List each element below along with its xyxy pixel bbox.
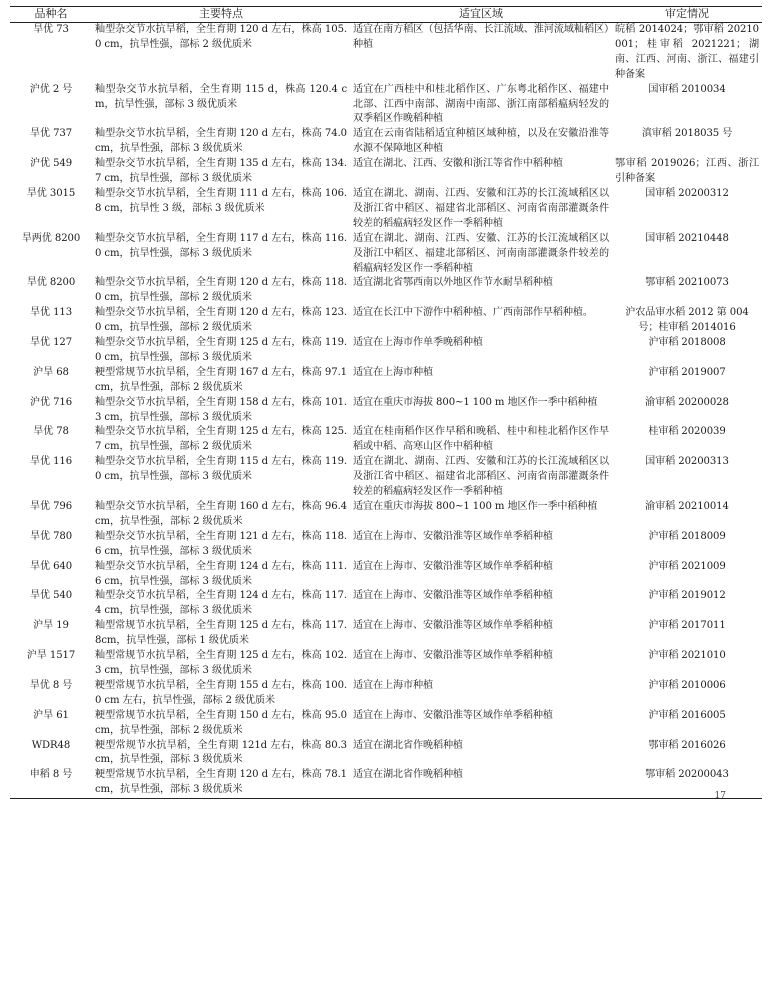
features-cell: 粳型常规节水抗旱稻，全生育期 155 d 左右，株高 100.0 cm 左右，抗旱性强，部标 2 级优质米 — [95, 679, 347, 706]
table-row — [10, 83, 762, 128]
variety-name-cell: WDR48 — [31, 739, 71, 751]
features-cell: 籼型杂交节水抗旱稻，全生育期 160 d 左右，株高 96.4 cm，抗旱性强，部标 2 级优质米 — [95, 501, 347, 527]
variety-name-cell: 旱优 540 — [29, 590, 73, 602]
table-row — [10, 589, 762, 619]
features-cell: 籼型杂交节水抗旱稻，全生育期 135 d 左右，株高 134.7 cm，抗旱性强，部标 3 级优质米 — [95, 158, 347, 185]
region-cell: 适宜在重庆市海拔 800~1 100 m 地区作一季中稻种植 — [353, 501, 598, 512]
features-cell: 籼型杂交节水抗旱稻，全生育期 120 d 左右，株高 123.0 cm，抗旱性强，部标 2 级优质米 — [95, 307, 347, 334]
variety-name-cell: 沪优 716 — [29, 396, 73, 408]
variety-name-cell: 旱优 780 — [29, 530, 73, 542]
approval-cell: 国审稻 20210448 — [645, 232, 729, 244]
region-cell: 适宜在长江中下游作中稻种植、广西南部作早稻种植。 — [353, 307, 593, 319]
table-row — [10, 157, 762, 187]
header-region: 适宜区域 — [459, 7, 503, 20]
features-cell: 籼型杂交节水抗旱稻，全生育期 120 d 左右，株高 118.0 cm，抗旱性强，部标 2 级优质米 — [95, 277, 347, 304]
table-row — [10, 306, 762, 336]
features-cell: 籼型杂交节水抗旱稻，全生育期 111 d 左右，株高 106.8 cm，抗旱性 3 级，部标 3 级优质米 — [95, 187, 347, 214]
variety-name-cell: 沪旱 61 — [33, 709, 69, 721]
approval-cell: 沪农品审水稻 2012 第 004 号；桂审稻 2014016 — [625, 307, 749, 334]
region-cell: 适宜在广西桂中和桂北稻作区、广东粤北稻作区、福建中北部、江西中南部、湖南中南部、浙江南部稻瘟病轻发的双季稻区作晚稻种植 — [353, 83, 609, 125]
features-cell: 籼型杂交节水抗旱稻，全生育期 158 d 左右，株高 101.3 cm，抗旱性强，部标 3 级优质米 — [95, 396, 347, 423]
approval-cell: 沪审稻 2017011 — [648, 620, 726, 632]
region-cell: 适宜在上海市、安徽沿淮等区域作单季稻种植 — [353, 650, 553, 662]
features-cell: 籼型杂交节水抗旱稻，全生育期 115 d 左右，株高 119.0 cm，抗旱性强，部标 3 级优质米 — [95, 456, 347, 483]
page-number: 17 — [714, 791, 726, 802]
variety-name-cell: 旱优 737 — [29, 128, 73, 140]
table-row — [10, 619, 762, 649]
variety-name-cell: 沪旱 68 — [33, 366, 69, 378]
variety-name-cell: 沪旱 19 — [33, 620, 69, 632]
approval-cell: 国审稻 2010034 — [648, 83, 726, 95]
approval-cell: 渝审稻 20210014 — [645, 501, 729, 512]
region-cell: 适宜在湖北、湖南、江西、安徽和江苏的长江流域稻区以及浙江省中稻区、福建省北部稻区、河南省南部灌溉条件较差的稻瘟病轻发区作一季稻种植 — [353, 456, 609, 498]
variety-name-cell: 沪优 549 — [29, 158, 73, 170]
table-row — [10, 232, 762, 277]
region-cell: 适宜在湖北省作晚稻种植 — [353, 739, 463, 751]
approval-cell: 鄂审稻 20200043 — [645, 769, 729, 781]
approval-cell: 鄂审稻 2019026；江西、浙江引种备案 — [615, 158, 759, 185]
region-cell: 适宜在云南省陆稻适宜种植区域种植，以及在安徽沿淮等水源不保障地区种植 — [353, 128, 609, 155]
region-cell: 适宜在湖北省作晚稻种植 — [353, 769, 463, 781]
table-row — [10, 709, 762, 739]
approval-cell: 沪审稻 2016005 — [648, 709, 726, 721]
approval-cell: 渝审稻 20200028 — [645, 396, 729, 408]
region-cell: 适宜在上海市、安徽沿淮等区域作单季稻种植 — [353, 620, 553, 632]
table-row — [10, 127, 762, 157]
table-row — [10, 739, 762, 769]
features-cell: 籼型杂交节水抗旱稻，全生育期 120 d 左右，株高 105.0 cm，抗旱性强，部标 2 级优质米 — [95, 24, 347, 50]
approval-cell: 沪审稻 2010006 — [648, 679, 726, 691]
table-row — [10, 530, 762, 560]
table-row — [10, 336, 762, 366]
table-row — [10, 366, 762, 396]
features-cell: 籼型常规节水抗旱稻，全生育期 125 d 左右，株高 117.8cm，抗旱性强，部标 1 级优质米 — [95, 620, 347, 647]
features-cell: 籼型杂交节水抗旱稻，全生育期 120 d 左右，株高 74.0 cm，抗旱性强，部标 3 级优质米 — [95, 128, 347, 155]
variety-name-cell: 旱优 78 — [33, 426, 69, 438]
approval-cell: 国审稻 20200313 — [645, 456, 729, 468]
region-cell: 适宜在上海市、安徽沿淮等区域作单季稻种植 — [353, 709, 553, 721]
region-cell: 适宜在上海市种植 — [353, 679, 433, 691]
table-row — [10, 396, 762, 426]
table-row — [10, 187, 762, 232]
features-cell: 粳型常规节水抗旱稻，全生育期 167 d 左右，株高 97.1 cm，抗旱性强，部标 2 级优质米 — [95, 366, 347, 393]
features-cell: 籼型杂交节水抗旱稻，全生育期 125 d 左右，株高 119.0 cm，抗旱性强，部标 3 级优质米 — [95, 337, 347, 363]
region-cell: 适宜在上海市作单季晚稻种植 — [353, 337, 483, 349]
region-cell: 适宜在重庆市海拔 800~1 100 m 地区作一季中稻种植 — [353, 396, 598, 408]
approval-cell: 沪审稻 2021010 — [648, 650, 726, 662]
table-row — [10, 276, 762, 306]
table-header-row — [10, 7, 762, 23]
region-cell: 适宜在湖北、湖南、江西、安徽和江苏的长江流域稻区以及浙江省中稻区、福建省北部稻区、河南省南部灌溉条件较差的稻瘟病轻发区作一季稻种植 — [353, 187, 609, 229]
region-cell: 适宜在上海市、安徽沿淮等区域作单季稻种植 — [353, 560, 553, 572]
table-row — [10, 649, 762, 679]
table-row — [10, 425, 762, 455]
region-cell: 适宜在南方稻区（包括华南、长江流域、淮河流域籼稻区）种植 — [353, 24, 609, 50]
variety-name-cell: 旱优 127 — [29, 337, 73, 349]
variety-name-cell: 旱优 640 — [29, 560, 73, 572]
variety-name-cell: 旱优 8200 — [26, 277, 76, 289]
approval-cell: 滇审稻 2018035 号 — [641, 128, 733, 140]
approval-cell: 桂审稻 2020039 — [648, 426, 726, 438]
approval-cell: 鄂审稻 2016026 — [648, 739, 726, 751]
features-cell: 籼型杂交节水抗旱稻，全生育期 125 d 左右，株高 125.7 cm，抗旱性强，部标 2 级优质米 — [95, 426, 347, 453]
variety-name-cell: 旱优 113 — [29, 307, 73, 319]
approval-cell: 国审稻 20200312 — [645, 187, 729, 199]
features-cell: 籼型杂交节水抗旱稻，全生育期 115 d，株高 120.4 cm，抗旱性强，部标 3 级优质米 — [95, 83, 347, 110]
table-body — [10, 23, 762, 802]
region-cell: 适宜在上海市、安徽沿淮等区域作单季稻种植 — [353, 530, 553, 542]
variety-name-cell: 旱优 8 号 — [29, 679, 73, 691]
features-cell: 籼型杂交节水抗旱稻，全生育期 124 d 左右，株高 111.6 cm，抗旱性强，部标 3 级优质米 — [95, 560, 347, 587]
rice-variety-table — [10, 6, 762, 802]
approval-cell: 沪审稻 2018009 — [648, 530, 726, 542]
variety-name-cell: 沪优 2 号 — [29, 83, 73, 95]
table-row — [10, 768, 762, 798]
region-cell: 适宜在桂南稻作区作早稻和晚稻、桂中和桂北稻作区作早稻或中稻、高寒山区作中稻种植 — [353, 426, 609, 453]
table-row — [10, 679, 762, 709]
variety-name-cell: 申稻 8 号 — [29, 769, 73, 781]
table-row — [10, 455, 762, 500]
approval-cell: 鄂审稻 20210073 — [645, 277, 729, 289]
features-cell: 籼型常规节水抗旱稻，全生育期 125 d 左右，株高 102.3 cm，抗旱性强，部标 3 级优质米 — [95, 650, 347, 676]
approval-cell: 皖稻 2014024；鄂审稻 20210001；桂审稻 2021221；湖南、江西、河南、浙江、福建引种备案 — [615, 24, 759, 80]
approval-cell: 沪审稻 2019012 — [648, 590, 726, 602]
region-cell: 适宜在湖北、湖南、江西、安徽、江苏的长江流域稻区以及浙江中稻区、福建北部稻区、河南南部灌溉条件较差的稻瘟病轻发区作一季稻种植 — [353, 232, 609, 274]
header-variety: 品种名 — [34, 7, 68, 20]
region-cell: 适宜在上海市、安徽沿淮等区域作单季稻种植 — [353, 590, 553, 602]
region-cell: 适宜在上海市种植 — [353, 366, 433, 378]
table-row — [10, 500, 762, 530]
variety-name-cell: 旱优 116 — [29, 456, 73, 468]
approval-cell: 沪审稻 2018008 — [648, 337, 726, 349]
variety-name-cell: 旱两优 8200 — [21, 232, 81, 244]
header-approval: 审定情况 — [665, 7, 709, 20]
region-cell: 适宜湖北省鄂西南以外地区作节水耐旱稻种植 — [353, 277, 553, 289]
features-cell: 粳型常规节水抗旱稻，全生育期 120 d 左右，株高 78.1 cm，抗旱性强，部标 3 级优质米 — [95, 769, 347, 796]
header-features: 主要特点 — [199, 7, 243, 20]
variety-name-cell: 旱优 73 — [33, 24, 69, 35]
region-cell: 适宜在湖北、江西、安徽和浙江等省作中稻种植 — [353, 158, 563, 170]
approval-cell: 沪审稻 2021009 — [648, 560, 726, 572]
table-row — [10, 560, 762, 590]
features-cell: 籼型杂交节水抗旱稻，全生育期 124 d 左右，株高 117.4 cm，抗旱性强，部标 3 级优质米 — [95, 590, 347, 617]
variety-name-cell: 沪旱 1517 — [26, 650, 76, 662]
features-cell: 籼型杂交节水抗旱稻，全生育期 117 d 左右，株高 116.0 cm，抗旱性强，部标 3 级优质米 — [95, 232, 347, 259]
features-cell: 粳型常规节水抗旱稻，全生育期 121d 左右，株高 80.3 cm，抗旱性强，部标 3 级优质米 — [95, 739, 347, 766]
document-page — [10, 6, 762, 802]
features-cell: 籼型杂交节水抗旱稻，全生育期 121 d 左右，株高 118.6 cm，抗旱性强，部标 3 级优质米 — [95, 530, 347, 557]
approval-cell: 沪审稻 2019007 — [648, 366, 726, 378]
table-row — [10, 23, 762, 83]
variety-name-cell: 旱优 3015 — [26, 187, 76, 199]
features-cell: 粳型常规节水抗旱稻，全生育期 150 d 左右，株高 95.0 cm，抗旱性强，部标 2 级优质米 — [95, 709, 347, 736]
variety-name-cell: 旱优 796 — [29, 501, 73, 512]
